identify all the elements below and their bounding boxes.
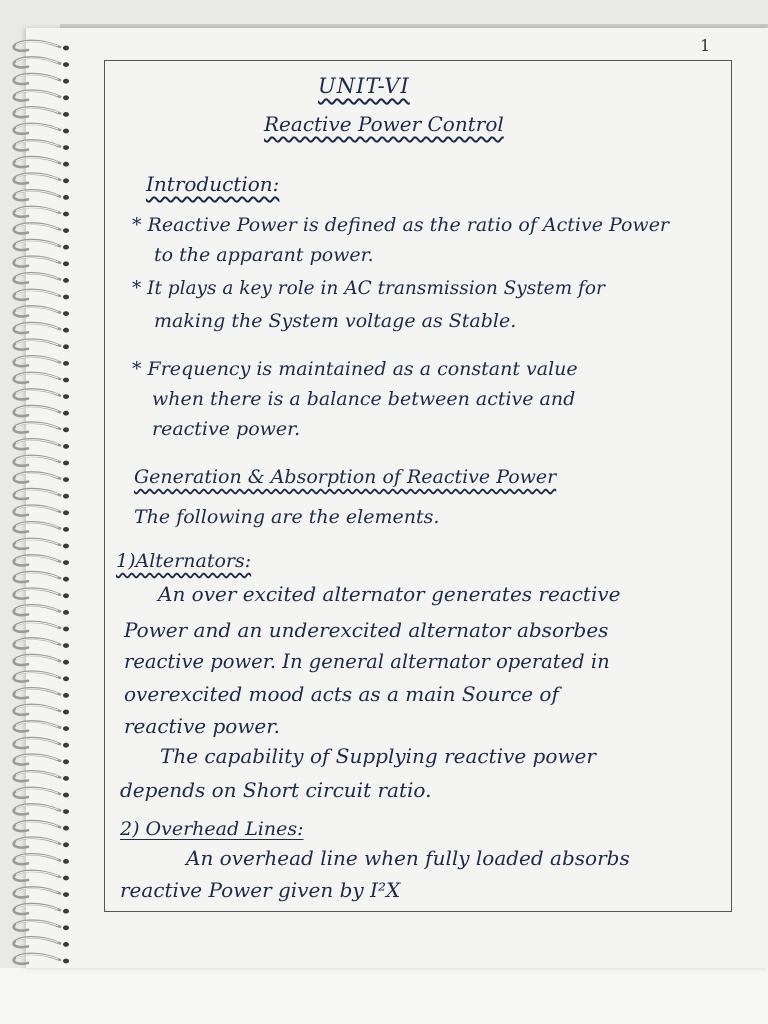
spiral-ring <box>14 107 69 117</box>
intro-point-3-line-2: when there is a balance between active and <box>152 388 576 410</box>
spiral-ring <box>14 622 69 632</box>
page-subtitle: Reactive Power Control <box>264 112 504 136</box>
intro-point-1-line-1: * Reactive Power is defined as the ratio of Active Power <box>132 214 670 236</box>
spiral-ring <box>14 340 69 350</box>
spiral-ring <box>14 174 69 184</box>
spiral-ring <box>14 854 69 864</box>
spiral-ring <box>14 638 69 648</box>
unit-title: UNIT-VI <box>318 74 410 98</box>
generation-intro: The following are the elements. <box>134 506 440 528</box>
spiral-ring <box>14 589 69 599</box>
spiral-ring <box>14 41 69 51</box>
spiral-ring <box>14 605 69 615</box>
spiral-ring <box>14 788 69 798</box>
spiral-ring <box>14 738 69 748</box>
spiral-ring <box>14 389 69 399</box>
intro-point-2-line-1: * It plays a key role in AC transmission System for <box>132 278 605 299</box>
spiral-ring <box>14 306 69 316</box>
spiral-ring <box>14 721 69 731</box>
alternators-line-3: reactive power. In general alternator operated in <box>124 650 610 673</box>
spiral-ring <box>14 74 69 84</box>
spiral-ring <box>14 838 69 848</box>
spiral-ring <box>14 887 69 897</box>
overhead-line-2: reactive Power given by I²X <box>120 878 401 902</box>
spiral-ring <box>14 190 69 200</box>
spiral-ring <box>14 655 69 665</box>
generation-heading: Generation & Absorption of Reactive Power <box>134 466 557 488</box>
spiral-ring <box>14 323 69 333</box>
spiral-ring <box>14 157 69 167</box>
spiral-ring <box>14 257 69 267</box>
alternators-line-7: depends on Short circuit ratio. <box>120 778 432 802</box>
intro-point-3-line-3: reactive power. <box>152 418 301 440</box>
spiral-ring <box>14 904 69 914</box>
spiral-ring <box>14 804 69 814</box>
introduction-heading: Introduction: <box>146 172 280 196</box>
intro-point-3-line-1: * Frequency is maintained as a constant value <box>132 358 578 380</box>
spiral-ring <box>14 373 69 383</box>
spiral-ring <box>14 555 69 565</box>
spiral-ring <box>14 240 69 250</box>
background-strip <box>0 968 768 1024</box>
spiral-ring <box>14 273 69 283</box>
spiral-ring <box>14 506 69 516</box>
spiral-ring <box>14 57 69 67</box>
spiral-ring <box>14 472 69 482</box>
page-number: 1 <box>700 36 711 55</box>
spiral-ring <box>14 921 69 931</box>
alternators-line-6: The capability of Supplying reactive power <box>160 744 596 768</box>
spiral-ring <box>14 207 69 217</box>
spiral-ring <box>14 423 69 433</box>
spiral-ring <box>14 223 69 233</box>
spiral-ring <box>14 572 69 582</box>
alternators-line-2: Power and an underexcited alternator absorbes <box>124 618 609 642</box>
alternators-heading: 1)Alternators: <box>116 550 252 572</box>
alternators-line-5: reactive power. <box>124 714 280 738</box>
alternators-line-4: overexcited mood acts as a main Source of <box>124 682 559 706</box>
spiral-ring <box>14 821 69 831</box>
spiral-ring <box>14 937 69 947</box>
spiral-ring <box>14 290 69 300</box>
spiral-ring <box>14 672 69 682</box>
spiral-ring <box>14 688 69 698</box>
spiral-ring <box>14 456 69 466</box>
intro-point-1-line-2: to the apparant power. <box>154 244 374 266</box>
spiral-ring <box>14 356 69 366</box>
spiral-binding <box>0 30 80 970</box>
spiral-ring <box>14 124 69 134</box>
spiral-ring <box>14 91 69 101</box>
overhead-heading: 2) Overhead Lines: <box>120 818 304 840</box>
spiral-ring <box>14 439 69 449</box>
spiral-ring <box>14 522 69 532</box>
spiral-ring <box>14 705 69 715</box>
spiral-ring <box>14 954 69 964</box>
spiral-ring <box>14 140 69 150</box>
spiral-ring <box>14 539 69 549</box>
spiral-ring <box>14 755 69 765</box>
overhead-line-1: An overhead line when fully loaded absorbs <box>186 846 630 870</box>
spiral-ring <box>14 406 69 416</box>
intro-point-2-line-2: making the System voltage as Stable. <box>154 310 517 332</box>
spiral-ring <box>14 771 69 781</box>
spiral-ring <box>14 871 69 881</box>
spiral-ring <box>14 489 69 499</box>
alternators-line-1: An over excited alternator generates reactive <box>158 582 621 606</box>
